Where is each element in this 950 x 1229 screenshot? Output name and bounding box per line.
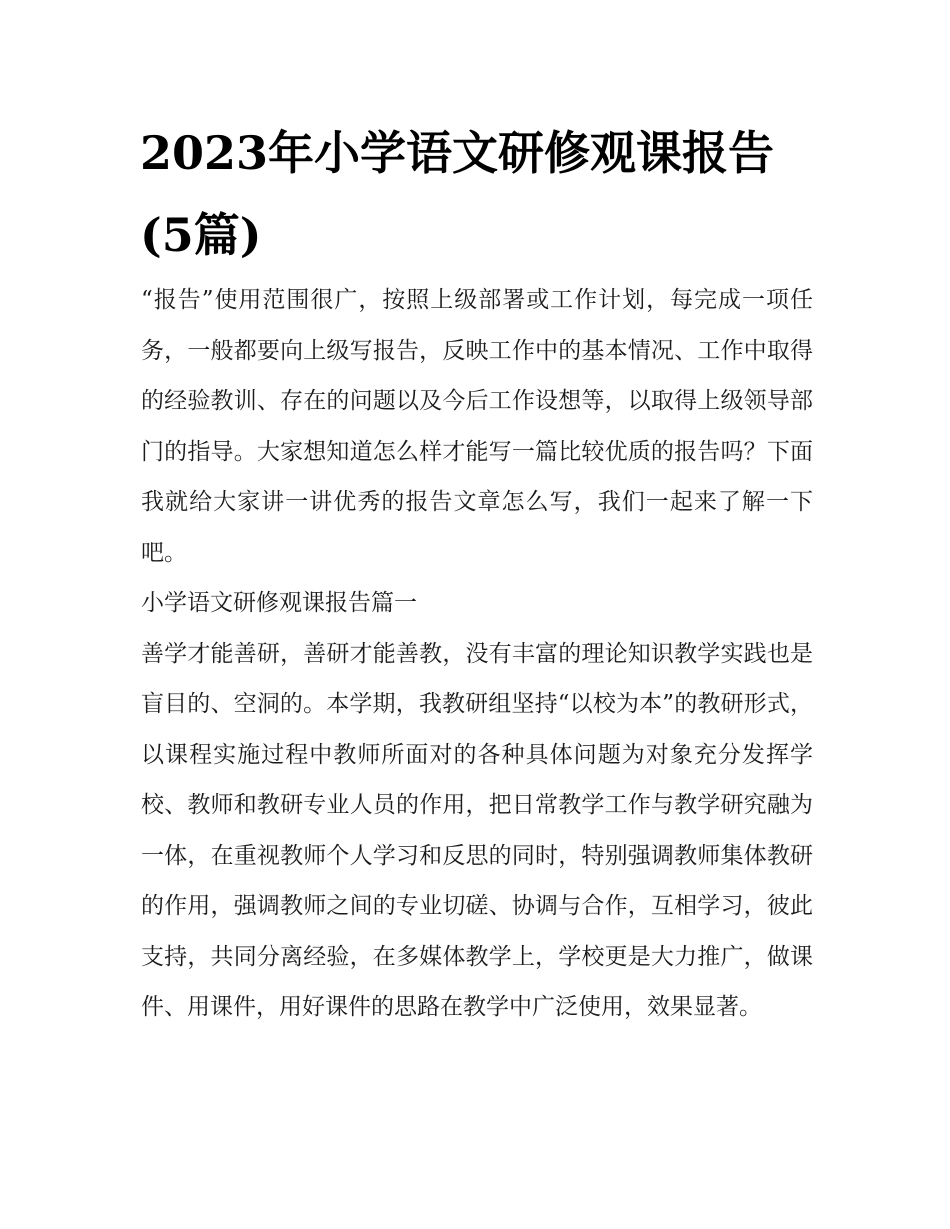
document-title: 2023年小学语文研修观课报告(5篇): [140, 126, 775, 262]
section-heading: 小学语文研修观课报告篇一: [141, 590, 417, 616]
section-paragraph: 善学才能善研，善研才能善教，没有丰富的理论知识教学实践也是盲目的、空洞的。本学期，我教研组坚持“以校为本”的教研形式，以课程实施过程中教师所面对的各种具体问题为对象充分发挥学校、教师和教研专业人员的作用，把日常教学工作与教学研究融为一体，在重视教师个人学习和反思的同时，特别强调教师集体教研的作用，强调教师之间的专业切磋、协调与合作，互相学习，彼此支持，共同分离经验，在多媒体教学上，学校更是大力推广，做课件、用课件，用好课件的思路在教学中广泛使用，效果显著。: [141, 640, 813, 1020]
intro-paragraph: “报告”使用范围很广，按照上级部署或工作计划，每完成一项任务，一般都要向上级写报告，反映工作中的基本情况、工作中取得的经验教训、存在的问题以及今后工作设想等，以取得上级领导部门的指导。大家想知道怎么样才能写一篇比较优质的报告吗？下面我就给大家讲一讲优秀的报告文章怎么写，我们一起来了解一下吧。: [141, 287, 813, 566]
document-body: [141, 275, 813, 1033]
